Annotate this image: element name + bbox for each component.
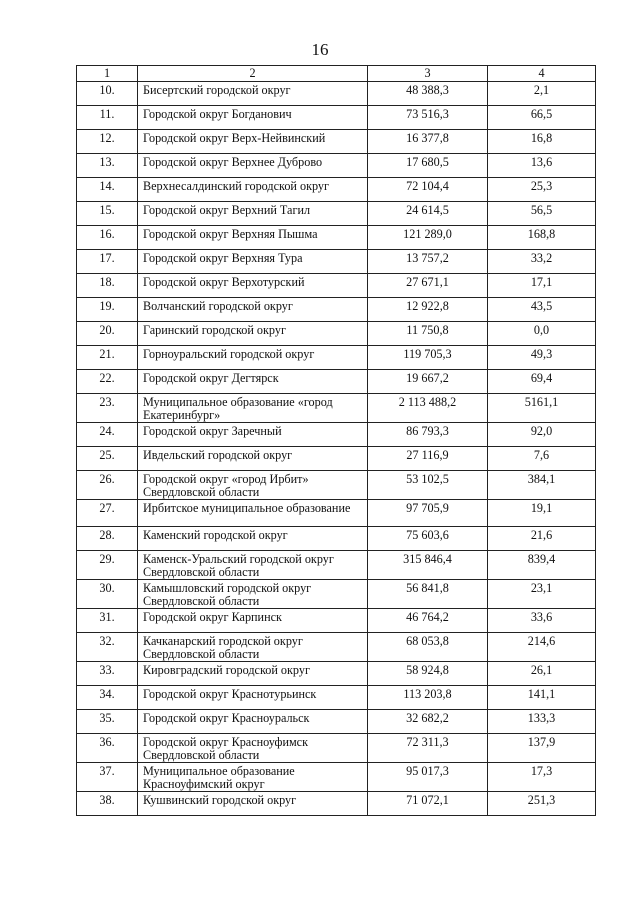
table-row xyxy=(77,527,596,551)
table-row xyxy=(77,500,596,527)
municipality-name-cell: Городской округ Богданович xyxy=(138,106,368,130)
column-3-value-cell: 86 793,3 xyxy=(368,423,488,447)
table-row xyxy=(77,447,596,471)
row-number-cell: 35. xyxy=(77,710,138,734)
table-row xyxy=(77,202,596,226)
column-3-value-cell: 12 922,8 xyxy=(368,298,488,322)
table-row xyxy=(77,250,596,274)
column-3-value-cell: 72 104,4 xyxy=(368,178,488,202)
column-3-value-cell: 46 764,2 xyxy=(368,609,488,633)
column-4-value-cell: 137,9 xyxy=(488,734,596,763)
column-3-value-cell: 58 924,8 xyxy=(368,662,488,686)
row-number-cell: 27. xyxy=(77,500,138,527)
row-number-cell: 30. xyxy=(77,580,138,609)
column-3-value-cell: 13 757,2 xyxy=(368,250,488,274)
row-number-cell: 22. xyxy=(77,370,138,394)
table-row xyxy=(77,471,596,500)
row-number-cell: 29. xyxy=(77,551,138,580)
table-row xyxy=(77,298,596,322)
column-3-value-cell: 71 072,1 xyxy=(368,792,488,816)
row-number-cell: 19. xyxy=(77,298,138,322)
column-3-value-cell: 121 289,0 xyxy=(368,226,488,250)
municipality-name-cell: Качканарский городской округ Свердловской области xyxy=(138,633,368,662)
column-3-value-cell: 113 203,8 xyxy=(368,686,488,710)
row-number-cell: 14. xyxy=(77,178,138,202)
row-number-cell: 25. xyxy=(77,447,138,471)
table-row xyxy=(77,322,596,346)
municipality-name-cell: Городской округ Красноуральск xyxy=(138,710,368,734)
row-number-cell: 17. xyxy=(77,250,138,274)
municipality-name-cell: Городской округ Краснотурьинск xyxy=(138,686,368,710)
column-3-value-cell: 72 311,3 xyxy=(368,734,488,763)
row-number-cell: 33. xyxy=(77,662,138,686)
column-3-value-cell: 19 667,2 xyxy=(368,370,488,394)
column-3-value-cell: 48 388,3 xyxy=(368,82,488,106)
municipality-name-cell: Каменск-Уральский городской округ Свердловской области xyxy=(138,551,368,580)
column-4-value-cell: 141,1 xyxy=(488,686,596,710)
municipality-name-cell: Ирбитское муниципальное образование xyxy=(138,500,368,527)
column-3-value-cell: 68 053,8 xyxy=(368,633,488,662)
municipality-name-cell: Муниципальное образование Красноуфимский округ xyxy=(138,763,368,792)
column-4-value-cell: 33,6 xyxy=(488,609,596,633)
column-4-value-cell: 251,3 xyxy=(488,792,596,816)
table-row xyxy=(77,580,596,609)
column-4-value-cell: 214,6 xyxy=(488,633,596,662)
header-col-4: 4 xyxy=(488,66,596,82)
column-4-value-cell: 23,1 xyxy=(488,580,596,609)
table-row xyxy=(77,394,596,423)
column-4-value-cell: 5161,1 xyxy=(488,394,596,423)
column-3-value-cell: 24 614,5 xyxy=(368,202,488,226)
table-row xyxy=(77,792,596,816)
column-4-value-cell: 7,6 xyxy=(488,447,596,471)
column-3-value-cell: 53 102,5 xyxy=(368,471,488,500)
municipality-name-cell: Городской округ Заречный xyxy=(138,423,368,447)
municipality-name-cell: Кировградский городской округ xyxy=(138,662,368,686)
table-row xyxy=(77,82,596,106)
table-row xyxy=(77,370,596,394)
column-4-value-cell: 19,1 xyxy=(488,500,596,527)
municipality-name-cell: Городской округ Верхняя Тура xyxy=(138,250,368,274)
municipality-name-cell: Городской округ Верхняя Пышма xyxy=(138,226,368,250)
row-number-cell: 13. xyxy=(77,154,138,178)
row-number-cell: 10. xyxy=(77,82,138,106)
table-row xyxy=(77,734,596,763)
column-4-value-cell: 49,3 xyxy=(488,346,596,370)
table-row xyxy=(77,710,596,734)
column-3-value-cell: 75 603,6 xyxy=(368,527,488,551)
municipality-name-cell: Городской округ Верх-Нейвинский xyxy=(138,130,368,154)
table-row xyxy=(77,609,596,633)
municipality-name-cell: Гаринский городской округ xyxy=(138,322,368,346)
municipality-name-cell: Волчанский городской округ xyxy=(138,298,368,322)
row-number-cell: 24. xyxy=(77,423,138,447)
row-number-cell: 26. xyxy=(77,471,138,500)
table-row xyxy=(77,346,596,370)
municipality-name-cell: Муниципальное образование «город Екатеринбург» xyxy=(138,394,368,423)
column-3-value-cell: 73 516,3 xyxy=(368,106,488,130)
column-4-value-cell: 92,0 xyxy=(488,423,596,447)
header-row xyxy=(77,66,596,82)
column-4-value-cell: 384,1 xyxy=(488,471,596,500)
column-4-value-cell: 16,8 xyxy=(488,130,596,154)
header-col-2: 2 xyxy=(138,66,368,82)
municipality-name-cell: Городской округ «город Ирбит» Свердловской области xyxy=(138,471,368,500)
row-number-cell: 23. xyxy=(77,394,138,423)
table-header xyxy=(77,66,596,82)
municipality-name-cell: Городской округ Верхотурский xyxy=(138,274,368,298)
row-number-cell: 12. xyxy=(77,130,138,154)
column-3-value-cell: 16 377,8 xyxy=(368,130,488,154)
column-3-value-cell: 56 841,8 xyxy=(368,580,488,609)
column-3-value-cell: 27 671,1 xyxy=(368,274,488,298)
municipality-name-cell: Городской округ Верхний Тагил xyxy=(138,202,368,226)
row-number-cell: 11. xyxy=(77,106,138,130)
municipality-name-cell: Верхнесалдинский городской округ xyxy=(138,178,368,202)
page-number: 16 xyxy=(311,40,329,59)
municipality-name-cell: Городской округ Карпинск xyxy=(138,609,368,633)
column-3-value-cell: 97 705,9 xyxy=(368,500,488,527)
column-4-value-cell: 66,5 xyxy=(488,106,596,130)
table-body xyxy=(77,82,596,816)
row-number-cell: 21. xyxy=(77,346,138,370)
municipality-name-cell: Горноуральский городской округ xyxy=(138,346,368,370)
row-number-cell: 31. xyxy=(77,609,138,633)
row-number-cell: 18. xyxy=(77,274,138,298)
row-number-cell: 16. xyxy=(77,226,138,250)
header-col-1: 1 xyxy=(77,66,138,82)
column-4-value-cell: 21,6 xyxy=(488,527,596,551)
row-number-cell: 20. xyxy=(77,322,138,346)
table-row xyxy=(77,178,596,202)
table-row xyxy=(77,154,596,178)
municipality-name-cell: Городской округ Дегтярск xyxy=(138,370,368,394)
column-4-value-cell: 56,5 xyxy=(488,202,596,226)
row-number-cell: 32. xyxy=(77,633,138,662)
data-table xyxy=(76,65,596,816)
column-3-value-cell: 95 017,3 xyxy=(368,763,488,792)
column-4-value-cell: 17,3 xyxy=(488,763,596,792)
column-4-value-cell: 0,0 xyxy=(488,322,596,346)
column-4-value-cell: 25,3 xyxy=(488,178,596,202)
column-4-value-cell: 43,5 xyxy=(488,298,596,322)
column-3-value-cell: 17 680,5 xyxy=(368,154,488,178)
row-number-cell: 37. xyxy=(77,763,138,792)
column-4-value-cell: 17,1 xyxy=(488,274,596,298)
column-4-value-cell: 13,6 xyxy=(488,154,596,178)
table-row xyxy=(77,130,596,154)
table-row xyxy=(77,423,596,447)
column-4-value-cell: 133,3 xyxy=(488,710,596,734)
row-number-cell: 36. xyxy=(77,734,138,763)
municipality-name-cell: Ивдельский городской округ xyxy=(138,447,368,471)
column-3-value-cell: 119 705,3 xyxy=(368,346,488,370)
column-3-value-cell: 2 113 488,2 xyxy=(368,394,488,423)
municipality-name-cell: Городской округ Красноуфимск Свердловской области xyxy=(138,734,368,763)
column-3-value-cell: 315 846,4 xyxy=(368,551,488,580)
column-3-value-cell: 11 750,8 xyxy=(368,322,488,346)
table-row xyxy=(77,686,596,710)
column-4-value-cell: 2,1 xyxy=(488,82,596,106)
row-number-cell: 28. xyxy=(77,527,138,551)
table-row xyxy=(77,106,596,130)
column-4-value-cell: 69,4 xyxy=(488,370,596,394)
row-number-cell: 15. xyxy=(77,202,138,226)
column-4-value-cell: 839,4 xyxy=(488,551,596,580)
municipality-name-cell: Камышловский городской округ Свердловской области xyxy=(138,580,368,609)
column-4-value-cell: 33,2 xyxy=(488,250,596,274)
municipality-name-cell: Кушвинский городской округ xyxy=(138,792,368,816)
column-3-value-cell: 27 116,9 xyxy=(368,447,488,471)
table-row xyxy=(77,662,596,686)
municipality-name-cell: Бисертский городской округ xyxy=(138,82,368,106)
row-number-cell: 34. xyxy=(77,686,138,710)
column-4-value-cell: 26,1 xyxy=(488,662,596,686)
table-row xyxy=(77,551,596,580)
column-4-value-cell: 168,8 xyxy=(488,226,596,250)
table-row xyxy=(77,633,596,662)
table-row xyxy=(77,226,596,250)
column-3-value-cell: 32 682,2 xyxy=(368,710,488,734)
table-row xyxy=(77,274,596,298)
header-col-3: 3 xyxy=(368,66,488,82)
municipality-name-cell: Каменский городской округ xyxy=(138,527,368,551)
table-row xyxy=(77,763,596,792)
municipality-name-cell: Городской округ Верхнее Дуброво xyxy=(138,154,368,178)
row-number-cell: 38. xyxy=(77,792,138,816)
